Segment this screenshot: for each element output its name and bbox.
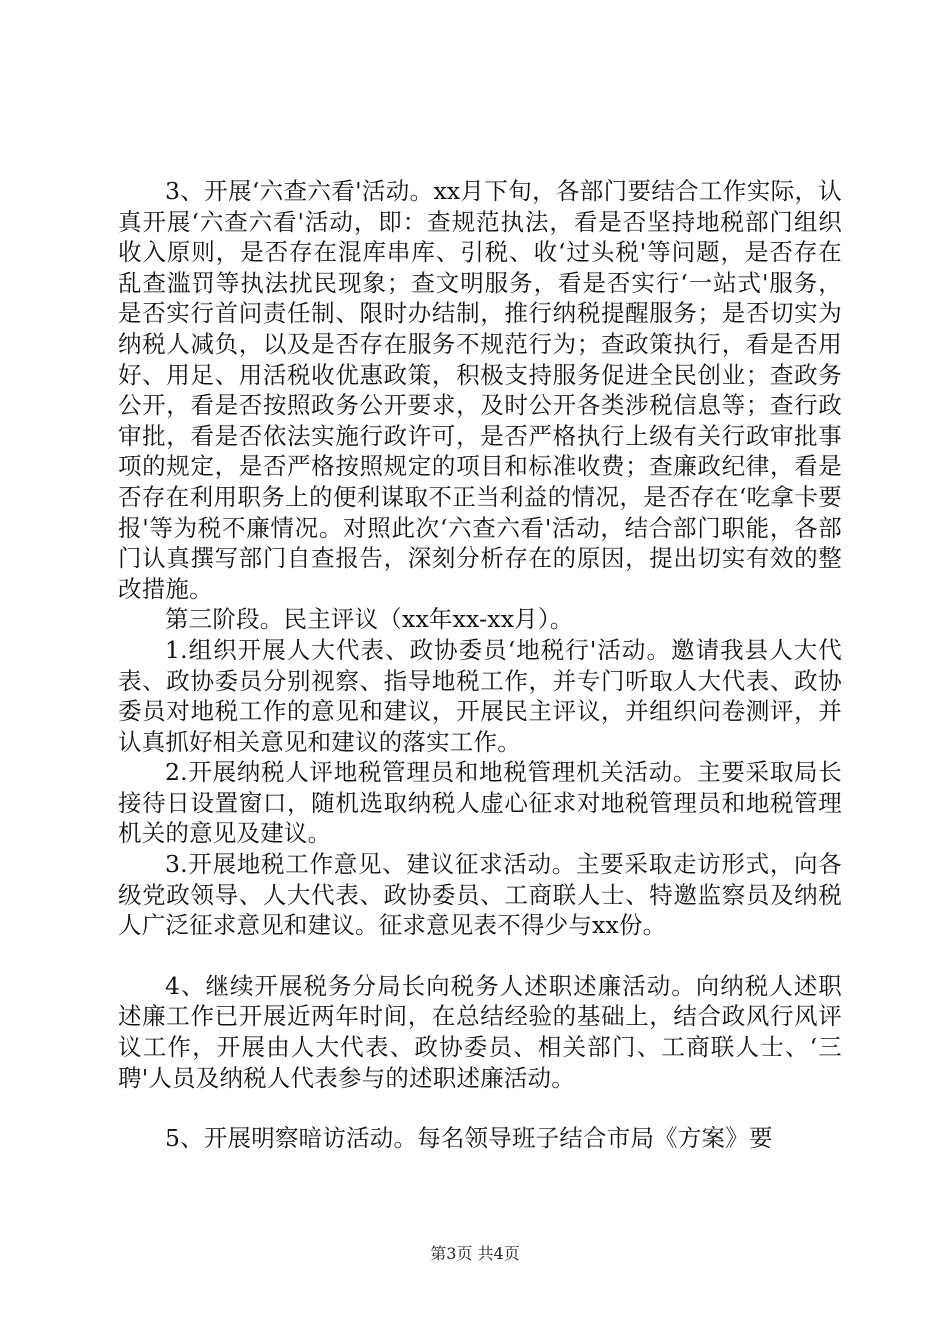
paragraph-item-5: 5、开展明察暗访活动。每名领导班子结合市局《方案》要: [165, 1124, 773, 1153]
paragraph-stage-three-heading: 第三阶段。民主评议（xx年xx-xx月）。: [165, 605, 574, 634]
paragraph-item-4: 4、继续开展税务分局长向税务人述职述廉活动。向纳税人述职述廉工作已开展近两年时间，在总结经验的基础上，结合政风行风评议工作，开展由人大代表、政协委员、相关部门、工商联人士、‘三聘'人员及纳税人代表参与的述职述廉活动。: [118, 971, 842, 1092]
paragraph-spacer: [118, 1093, 842, 1123]
document-body: [118, 176, 842, 1154]
paragraph-item-2: 2.开展纳税人评地税管理员和地税管理机关活动。主要采取局长接待日设置窗口，随机选取纳税人虚心征求对地税管理员和地税管理机关的意见及建议。: [118, 758, 842, 848]
paragraph-item-1: 1.组织开展人大代表、政协委员‘地税行'活动。邀请我县人大代表、政协委员分别视察、指导地税工作，并专门听取人大代表、政协委员对地税工作的意见和建议，开展民主评议，并组织问卷测评，并认真抓好相关意见和建议的落实工作。: [118, 635, 842, 756]
paragraph-item-3: 3.开展地税工作意见、建议征求活动。主要采取走访形式，向各级党政领导、人大代表、政协委员、工商联人士、特邀监察员及纳税人广泛征求意见和建议。征求意见表不得少与xx份。: [118, 850, 842, 940]
paragraph-spacer: [118, 941, 842, 971]
paragraph-six-checks: 3、开展‘六查六看'活动。xx月下旬，各部门要结合工作实际，认真开展‘六查六看'活动，即：查规范执法，看是否坚持地税部门组织收入原则，是否存在混库串库、引税、收‘过头税'等问题，是否存在乱查滥罚等执法扰民现象；查文明服务，看是否实行‘一站式'服务，是否实行首问责任制、限时办结制，推行纳税提醒服务；是否切实为纳税人减负，以及是否存在服务不规范行为；查政策执行，看是否用好、用足、用活税收优惠政策，积极支持服务促进全民创业；查政务公开，看是否按照政务公开要求，及时公开各类涉税信息等；查行政审批，看是否依法实施行政许可，是否严格执行上级有关行政审批事项的规定，是否严格按照规定的项目和标准收费；查廉政纪律，看是否存在利用职务上的便利谋取不正当利益的情况，是否存在‘吃拿卡要报'等为税不廉情况。对照此次‘六查六看'活动，结合部门职能，各部门认真撰写部门自查报告，深刻分析存在的原因，提出切实有效的整改措施。: [118, 177, 842, 603]
page-number-footer: 第3页 共4页: [430, 1244, 520, 1263]
